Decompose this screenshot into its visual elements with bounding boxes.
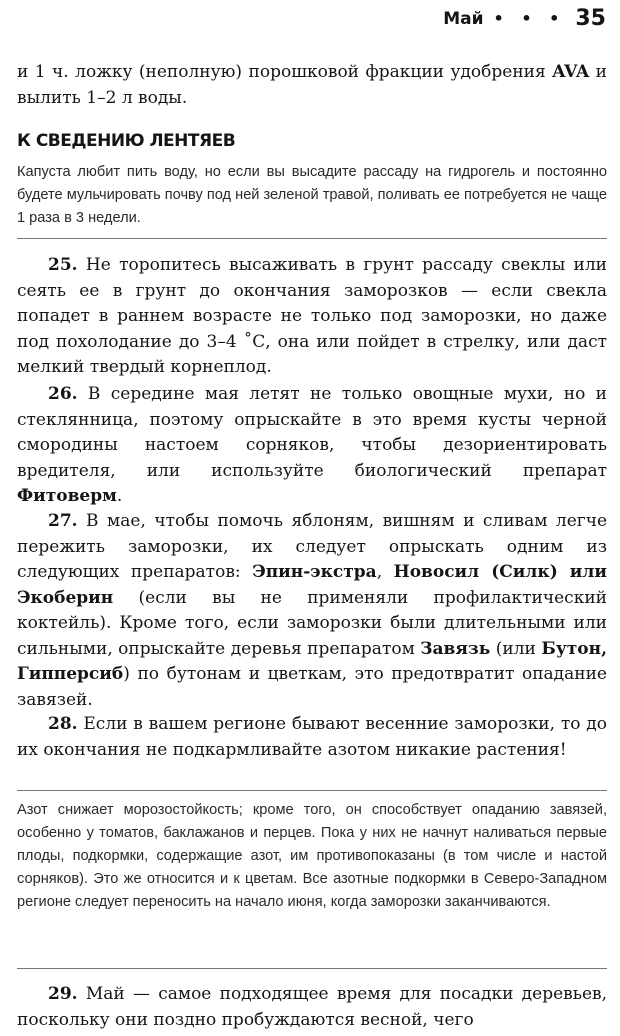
tip-27-bold-buton: Бутон (541, 638, 602, 659)
tip-28-number: 28. (48, 714, 78, 734)
intro-bold-ava: AVA (552, 62, 590, 82)
intro-text-1: и 1 ч. ложку (неполную) порошковой фракции удобрения (17, 62, 553, 82)
tip-26-text-2: . (116, 486, 123, 506)
divider-bottom (17, 968, 607, 969)
tip-27-text-4: ) или (549, 562, 608, 582)
tip-27 (17, 509, 607, 713)
tip-27-text-5: (если вы не применяли профилактический коктейль). Кроме того, если заморозки были длительными или сильными, опрыскайте деревья препаратом (17, 587, 607, 659)
tip-27-text-2: , (376, 562, 394, 582)
header-dots: • • • (493, 9, 566, 28)
tip-27-text-1: В мае, чтобы помочь яблоням, вишням и сливам легче пережить заморозки, их следует опрыскать одним из следующих препаратов: (17, 511, 607, 582)
tip-27-text-7: , (601, 638, 607, 659)
divider-middle (17, 790, 607, 791)
tip-29 (17, 982, 607, 1033)
intro-paragraph (17, 60, 607, 111)
lazy-tip-text: Капуста любит пить воду, но если вы высадите рассаду на гидрогель и постоянно будете мульчировать почву под ней зеленой травой, поливать ее потребуется не чаще 1 раза в 3 недели. (17, 164, 607, 226)
nitrogen-note: Азот снижает морозостойкость; кроме того, он способствует опаданию завязей, особенно у томатов, баклажанов и перцев. Пока у них не начнут наливаться первые плоды, подкормки, содержащие азот, им противопоказаны (в том числе и настой сорняков). Это же относится и к цветам. Все азотные подкормки в Северо-Западном регионе следует переносить на начало июня, когда заморозки заканчиваются. (17, 802, 607, 910)
tip-26-text-1: В середине мая летят не только овощные мухи, но и стеклянница, поэтому опрыскайте в это время кусты черной смородины настоем сорняков, чтобы дезориентировать вредителя, или используйте биологический препарат (17, 384, 607, 481)
tip-27-bold-gippersib: Гипперсиб (17, 664, 124, 684)
tip-28 (17, 712, 607, 763)
tip-27-bold-novosil: Новосил (393, 562, 480, 582)
tip-26 (17, 382, 607, 510)
tip-29-number: 29. (48, 984, 78, 1004)
lazy-tip-heading: К СВЕДЕНИЮ ЛЕНТЯЕВ (17, 131, 236, 151)
tip-29-text: Май — самое подходящее время для посадки деревьев, поскольку они поздно пробуждаются весной, чего (17, 984, 607, 1030)
intro-text-2: и вылить 1–2 л воды. (17, 62, 607, 108)
tip-27-text-6: (или (490, 638, 542, 659)
tip-26-number: 26. (48, 384, 78, 404)
tip-27-bold-epin: Эпин-экстра (252, 562, 377, 582)
tip-25-text: Не торопитесь высаживать в грунт рассаду свеклы или сеять ее в грунт до окончания заморозков — если свекла попадет в раннем возрасте не только под заморозки, но даже под похолодание до 3–4 ˚С, она или пойдет в стрелку, или даст мелкий твердый корнеплод. (17, 255, 607, 377)
header-month: Май (443, 8, 484, 29)
tip-27-number: 27. (48, 511, 78, 531)
tip-27-paren-open: ( (479, 562, 500, 582)
divider-top (17, 238, 607, 239)
tip-27-bold-zavyaz: Завязь (420, 638, 491, 659)
tip-27-text-8: ) по бутонам и цветкам, это предотвратит опадание завязей. (17, 664, 607, 710)
tip-26-bold-fitoverm: Фитоверм (17, 486, 117, 506)
tip-27-bold-ekoberin: Экоберин (17, 587, 114, 608)
tip-25 (17, 253, 607, 381)
page-number: 35 (575, 6, 606, 31)
tip-27-bold-silk: Силк (499, 562, 550, 582)
tip-28-text: Если в вашем регионе бывают весенние заморозки, то до их окончания не подкармливайте азотом никакие растения! (17, 714, 607, 760)
tip-25-number: 25. (48, 255, 78, 275)
running-header (443, 6, 606, 31)
